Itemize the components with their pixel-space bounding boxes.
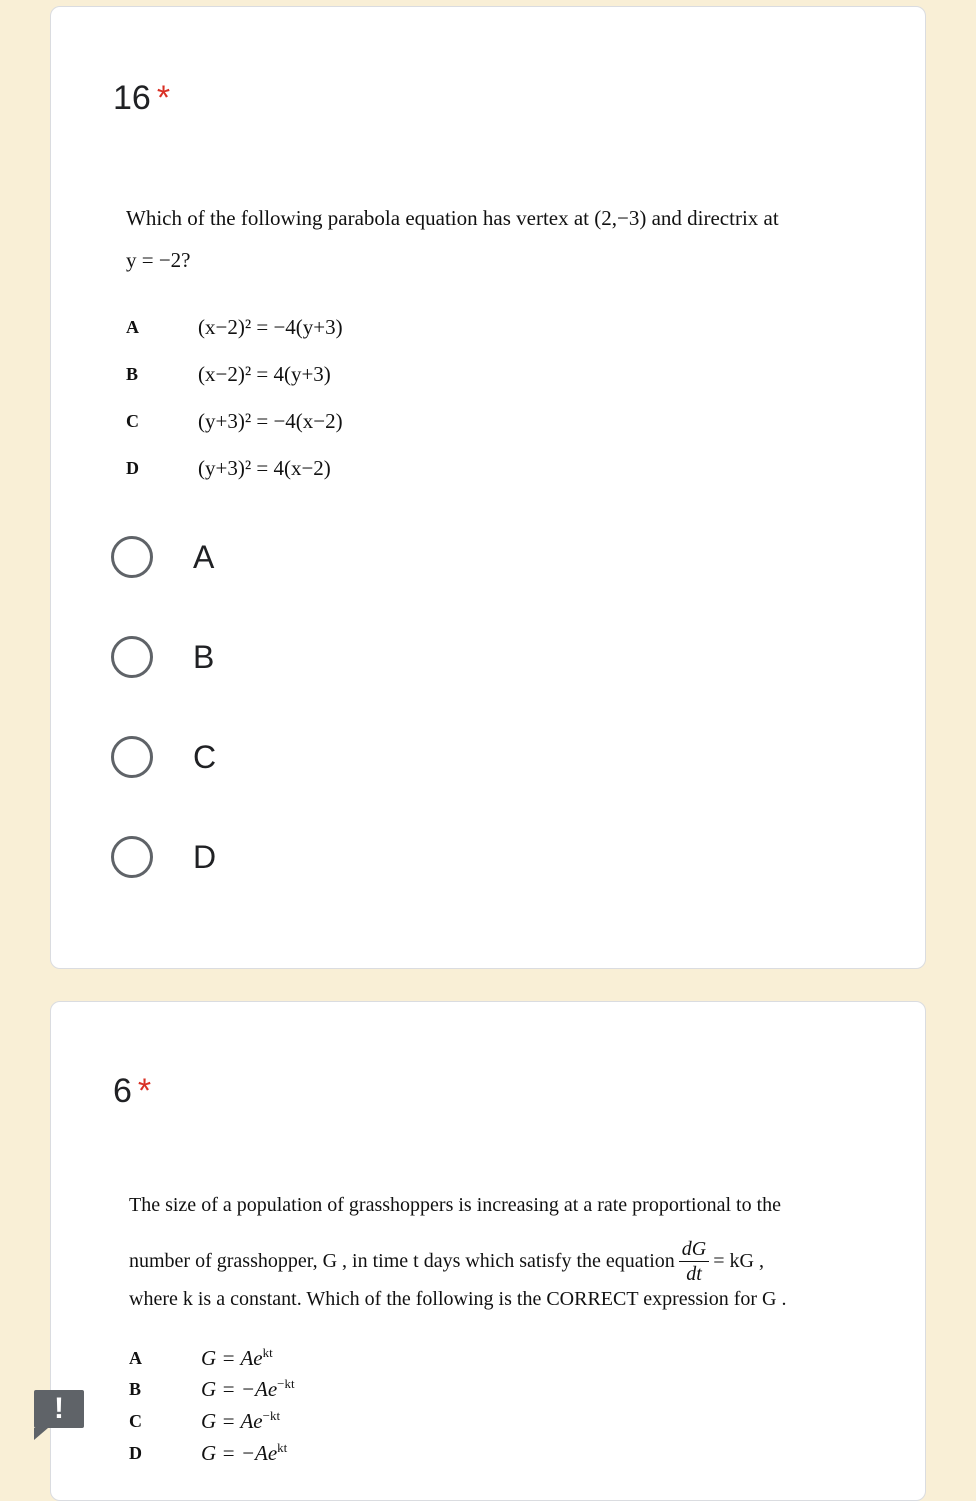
radio-button-d[interactable] <box>111 836 153 878</box>
choice-c[interactable]: C <box>111 736 216 778</box>
question-text: The size of a population of grasshoppers is increasing at a rate proportional to the number of grasshopper, G , in time t days which satisfy the equation $\frac{dG}{dt}$ = kG , where k is a constant. Which of the following is the CORRECT expression for G . <box>129 1194 787 1310</box>
choice-b[interactable]: B <box>111 636 214 678</box>
question-number: 16 * <box>113 79 171 117</box>
option-d-row: D $G = -Ae^{kt}$ <box>129 1440 288 1465</box>
question-text: Which of the following parabola equation has vertex at (2,−3) and directrix at y = −2? <box>126 206 779 272</box>
question-card-6 <box>50 1001 926 1501</box>
option-c-row: C (y+3)² = −4(x−2) <box>126 409 343 433</box>
option-b-row: B $G = -Ae^{-kt}$ <box>129 1376 295 1401</box>
option-a-row: A (x−2)² = −4(y+3) <box>126 315 343 339</box>
option-c-row: C $G = Ae^{-kt}$ <box>129 1408 281 1433</box>
choice-d[interactable]: D <box>111 836 216 878</box>
radio-button-a[interactable] <box>111 536 153 578</box>
derivative-fraction: $\frac{dG}{dt}$ <box>679 1237 709 1286</box>
question-card-16 <box>50 6 926 969</box>
question-number: 6 * <box>113 1072 152 1110</box>
choice-a[interactable]: A <box>111 536 214 578</box>
option-d-row: D (y+3)² = 4(x−2) <box>126 456 331 480</box>
required-asterisk: * <box>137 1072 152 1110</box>
exclamation-icon[interactable]: ! <box>34 1390 84 1428</box>
option-a-row: A $G = Ae^{kt}$ <box>129 1345 273 1370</box>
required-asterisk: * <box>156 79 171 117</box>
radio-button-b[interactable] <box>111 636 153 678</box>
radio-button-c[interactable] <box>111 736 153 778</box>
option-b-row: B (x−2)² = 4(y+3) <box>126 362 331 386</box>
